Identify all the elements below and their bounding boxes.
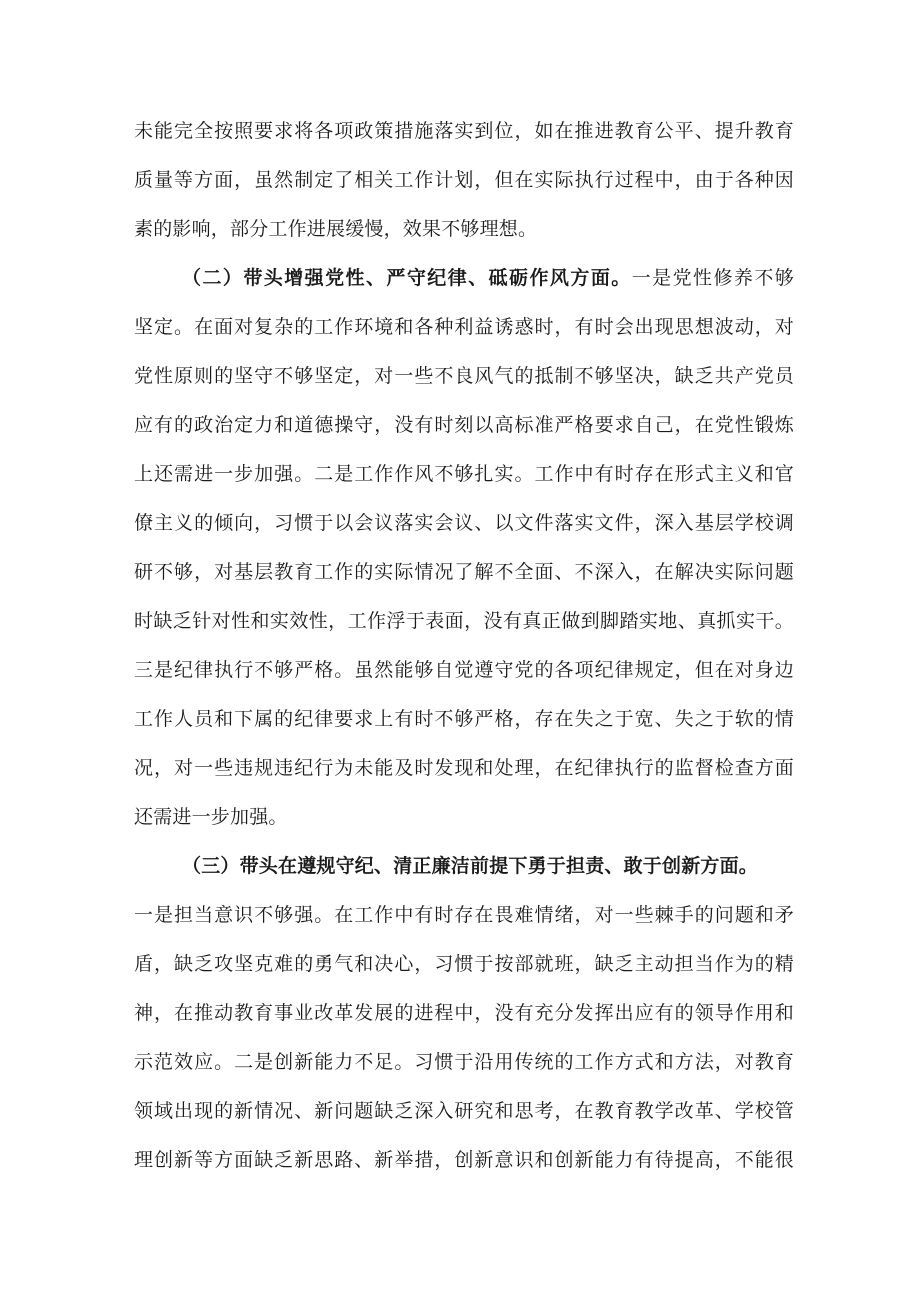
body-text-line: 况，对一些违规违纪行为未能及时发现和处理，在纪律执行的监督检查方面 (134, 757, 794, 779)
section-heading-3: （三）带头在遵规守纪、清正廉洁前提下勇于担责、敢于创新方面。 (182, 855, 759, 877)
body-text-line: 应有的政治定力和道德操守，没有时刻以高标准严格要求自己，在党性锻炼 (134, 414, 794, 436)
body-text-line: 未能完全按照要求将各项政策措施落实到位，如在推进教育公平、提升教育 (134, 120, 794, 142)
body-text-line: 盾，缺乏攻坚克难的勇气和决心，习惯于按部就班，缺乏主动担当作为的精 (134, 953, 794, 975)
body-text-line: 示范效应。二是创新能力不足。习惯于沿用传统的工作方式和方法，对教育 (134, 1051, 794, 1073)
paragraph-heading-line (182, 851, 794, 881)
paragraph-heading-line (182, 263, 794, 293)
body-text-line: 还需进一步加强。 (134, 806, 288, 828)
body-text-line: 僚主义的倾向，习惯于以会议落实会议、以文件落实文件，深入基层学校调 (134, 512, 794, 534)
body-text-line: 领域出现的新情况、新问题缺乏深入研究和思考，在教育教学改革、学校管 (134, 1100, 794, 1122)
body-text-line: 一是担当意识不够强。在工作中有时存在畏难情绪，对一些棘手的问题和矛 (134, 904, 794, 926)
body-text-line: 时缺乏针对性和实效性，工作浮于表面，没有真正做到脚踏实地、真抓实干。 (134, 610, 794, 632)
body-text-line: 上还需进一步加强。二是工作作风不够扎实。工作中有时存在形式主义和官 (134, 463, 794, 485)
body-text-line: 工作人员和下属的纪律要求上有时不够严格，存在失之于宽、失之于软的情 (134, 708, 794, 730)
body-text-line: 三是纪律执行不够严格。虽然能够自觉遵守党的各项纪律规定，但在对身边 (134, 659, 794, 681)
body-text-line: 质量等方面，虽然制定了相关工作计划，但在实际执行过程中，由于各种因 (134, 169, 794, 191)
body-text-line: 坚定。在面对复杂的工作环境和各种利益诱惑时，有时会出现思想波动，对 (134, 316, 794, 338)
body-text-run: 一是党性修养不够 (631, 267, 794, 289)
body-text-line: 党性原则的坚守不够坚定，对一些不良风气的抵制不够坚决，缺乏共产党员 (134, 365, 794, 387)
body-text-line: 神，在推动教育事业改革发展的进程中，没有充分发挥出应有的领导作用和 (134, 1002, 794, 1024)
body-text-line: 研不够，对基层教育工作的实际情况了解不全面、不深入，在解决实际问题 (134, 561, 794, 583)
section-heading-2: （二）带头增强党性、严守纪律、砥砺作风方面。 (182, 267, 632, 289)
body-text-line: 素的影响，部分工作进展缓慢，效果不够理想。 (134, 218, 538, 240)
body-text-line: 理创新等方面缺乏新思路、新举措，创新意识和创新能力有待提高，不能很 (134, 1149, 794, 1171)
